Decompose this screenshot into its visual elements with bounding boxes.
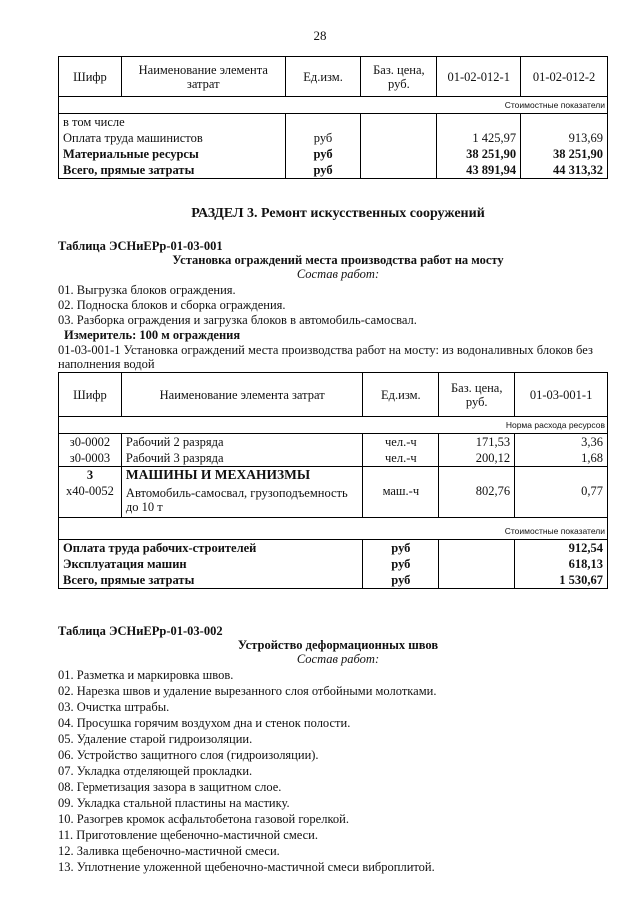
work-item: 10. Разогрев кромок асфальтобетона газовой горелкой. [58, 812, 349, 826]
row-value-1: 1 425,97 [437, 130, 521, 146]
total-value: 618,13 [515, 556, 608, 572]
work-item: 13. Уплотнение уложенной щебеночно-мастичной смеси виброплитой. [58, 860, 435, 874]
row-value-2: 913,69 [521, 130, 608, 146]
work-item: 01. Выгрузка блоков ограждения. [58, 283, 236, 297]
group-row [59, 467, 608, 484]
row-value-1: 43 891,94 [437, 162, 521, 179]
norm-label: Норма расхода ресурсов [59, 417, 608, 434]
table-01-02-012 [58, 56, 608, 179]
meter: Измеритель: 100 м ограждения [64, 328, 241, 342]
work-item: 04. Просушка горячим воздухом дна и стенок полости. [58, 716, 351, 730]
total-name: Всего, прямые затраты [59, 572, 363, 589]
header-base-price: Баз. цена, руб. [361, 57, 437, 97]
total-value: 1 530,67 [515, 572, 608, 589]
work-item: 02. Подноска блоков и сборка ограждения. [58, 298, 286, 312]
work-item: 09. Укладка стальной пластины на мастику. [58, 796, 290, 810]
row-unit: руб [285, 146, 361, 162]
work-item: 08. Герметизация зазора в защитном слое. [58, 780, 282, 794]
cost-label: Стоимостные показатели [59, 517, 608, 539]
row-value: 0,77 [515, 483, 608, 517]
group-name: МАШИНЫ И МЕХАНИЗМЫ [121, 467, 362, 484]
header-unit: Ед.изм. [363, 373, 439, 417]
total-name: Эксплуатация машин [59, 556, 363, 572]
works-heading-002: Состав работ: [296, 652, 380, 666]
work-item: 02. Нарезка швов и удаление вырезанного слоя отбойными молотками. [58, 684, 437, 698]
header-code: Шифр [59, 373, 122, 417]
table-row [59, 483, 608, 517]
table-label-001: Таблица ЭСНиЕРр-01-03-001 [58, 239, 223, 253]
row-unit: чел.-ч [363, 450, 439, 467]
header-code: Шифр [59, 57, 122, 97]
table-label-002: Таблица ЭСНиЕРр-01-03-002 [58, 624, 223, 638]
row-code: з0-0002 [59, 434, 122, 451]
row-unit: маш.-ч [363, 483, 439, 517]
page-number: 28 [313, 28, 327, 43]
table-description: 01-03-001-1 Установка ограждений места производства работ на мосту: из водоналивных блоков без наполнения водой [58, 343, 593, 371]
row-code: з0-0003 [59, 450, 122, 467]
row-value: 1,68 [515, 450, 608, 467]
work-item: 01. Разметка и маркировка швов. [58, 668, 234, 682]
row-name: Материальные ресурсы [59, 146, 286, 162]
row-unit: руб [285, 130, 361, 146]
header-unit: Ед.изм. [285, 57, 361, 97]
row-name: Рабочий 3 разряда [121, 450, 362, 467]
row-value-1: 38 251,90 [437, 146, 521, 162]
work-item: 03. Очистка штрабы. [58, 700, 170, 714]
total-value: 912,54 [515, 539, 608, 556]
work-item: 03. Разборка ограждения и загрузка блоков в автомобиль-самосвал. [58, 313, 417, 327]
row-value: 3,36 [515, 434, 608, 451]
row-name: в том числе [59, 114, 286, 131]
table-row [59, 162, 608, 179]
row-base: 200,12 [439, 450, 515, 467]
row-value-2: 44 313,32 [521, 162, 608, 179]
header-col-2: 01-02-012-2 [521, 57, 608, 97]
total-row [59, 556, 608, 572]
row-unit: чел.-ч [363, 434, 439, 451]
row-unit: руб [285, 162, 361, 179]
header-name: Наименование элемента затрат [121, 373, 362, 417]
row-name: Всего, прямые затраты [59, 162, 286, 179]
work-item: 05. Удаление старой гидроизоляции. [58, 732, 253, 746]
row-base: 802,76 [439, 483, 515, 517]
section-label: Стоимостные показатели [59, 97, 608, 114]
works-heading-001: Состав работ: [296, 267, 380, 281]
total-unit: руб [363, 572, 439, 589]
total-row [59, 572, 608, 589]
header-col-1: 01-03-001-1 [515, 373, 608, 417]
table-row [59, 450, 608, 467]
table-title-002: Устройство деформационных швов [237, 638, 439, 652]
row-name: Рабочий 2 разряда [121, 434, 362, 451]
table-row [59, 130, 608, 146]
table-row [59, 114, 608, 131]
work-item: 11. Приготовление щебеночно-мастичной смеси. [58, 828, 318, 842]
header-base-price: Баз. цена, руб. [439, 373, 515, 417]
work-item: 07. Укладка отделяющей прокладки. [58, 764, 253, 778]
table-row [59, 434, 608, 451]
row-value-2: 38 251,90 [521, 146, 608, 162]
total-row [59, 539, 608, 556]
row-base: 171,53 [439, 434, 515, 451]
total-name: Оплата труда рабочих-строителей [59, 539, 363, 556]
group-code: 3 [59, 467, 122, 484]
total-unit: руб [363, 556, 439, 572]
work-item: 12. Заливка щебеночно-мастичной смеси. [58, 844, 280, 858]
row-name: Оплата труда машинистов [59, 130, 286, 146]
row-code: х40-0052 [59, 483, 122, 517]
header-col-1: 01-02-012-1 [437, 57, 521, 97]
header-name: Наименование элемента затрат [121, 57, 285, 97]
work-item: 06. Устройство защитного слоя (гидроизоляции). [58, 748, 319, 762]
table-row [59, 146, 608, 162]
table-title-001: Установка ограждений места производства работ на мосту [172, 253, 504, 267]
table-01-03-001 [58, 372, 608, 589]
row-name: Автомобиль-самосвал, грузоподъемность до 10 т [121, 483, 362, 517]
section-title: РАЗДЕЛ 3. Ремонт искусственных сооружений [191, 206, 485, 221]
total-unit: руб [363, 539, 439, 556]
